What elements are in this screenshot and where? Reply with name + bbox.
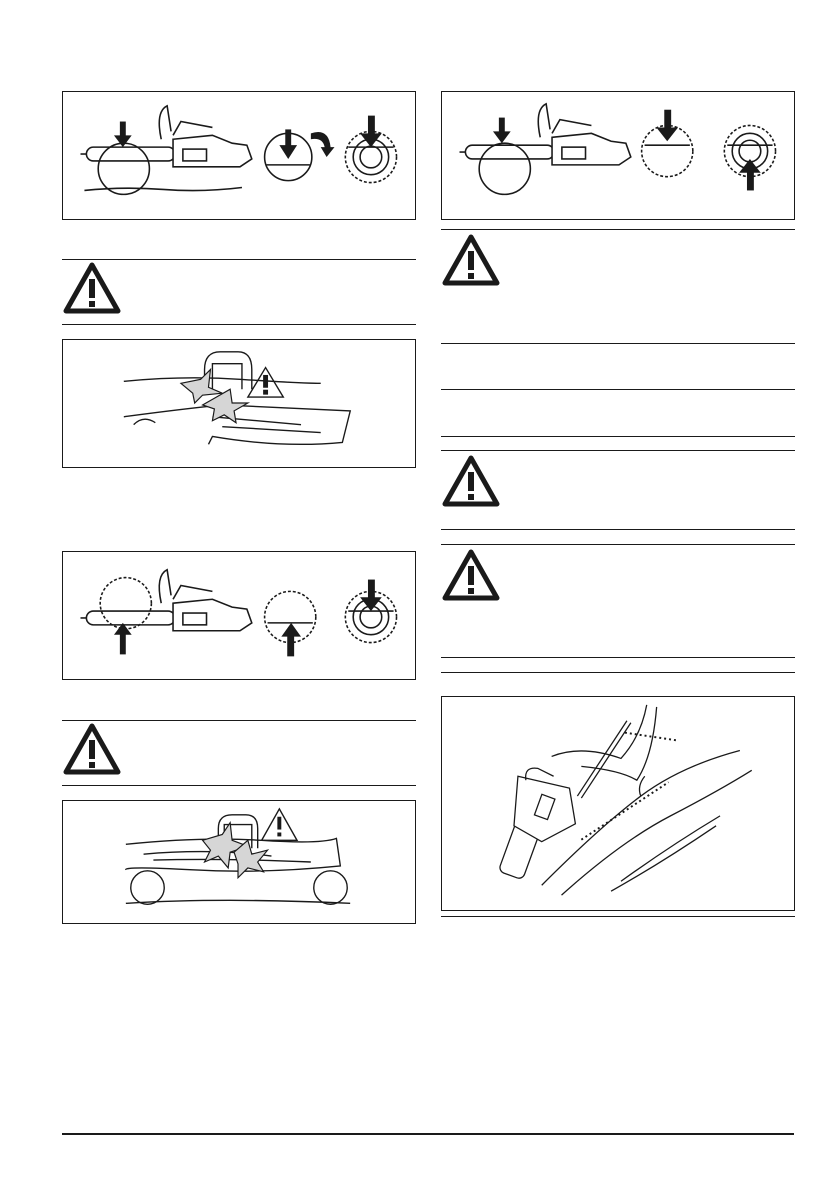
warning-triangle-icon (442, 549, 500, 601)
warning-2-bottom-rule (62, 785, 416, 786)
warning-triangle-icon (63, 262, 121, 314)
figure-limbing-branch (441, 696, 795, 911)
figure-cut-bottom-up (62, 551, 416, 680)
warning-4-top-rule (441, 450, 795, 451)
figure-kickback-log-left (62, 339, 416, 468)
warning-4-bottom-rule (441, 529, 795, 530)
section-rule (441, 389, 795, 390)
figure-cut-top-then-bottom (441, 91, 795, 220)
warning-1-top-rule (62, 259, 416, 260)
chainsaw-cutting-from-below-icon (63, 552, 415, 679)
pinch-hazard-warning-icon (63, 801, 415, 923)
section-rule (441, 916, 795, 917)
warning-3-top-rule (441, 229, 795, 230)
page-footer-rule (62, 1133, 794, 1135)
warning-2-top-rule (62, 720, 416, 721)
warning-5-bottom-rule (441, 657, 795, 658)
chainsaw-limbing-icon (442, 697, 794, 910)
pinch-hazard-warning-icon (63, 340, 415, 467)
section-rule (441, 343, 795, 344)
warning-triangle-icon (63, 723, 121, 775)
warning-triangle-icon (442, 455, 500, 507)
warning-1-bottom-rule (62, 324, 416, 325)
figure-pinch-log-supports (62, 800, 416, 924)
section-rule (441, 436, 795, 437)
chainsaw-two-side-cut-icon (442, 92, 794, 219)
warning-5-top-rule (441, 544, 795, 545)
figure-cut-top-down (62, 91, 416, 220)
warning-triangle-icon (442, 234, 500, 286)
chainsaw-cutting-from-above-icon (63, 92, 415, 219)
section-rule (441, 672, 795, 673)
